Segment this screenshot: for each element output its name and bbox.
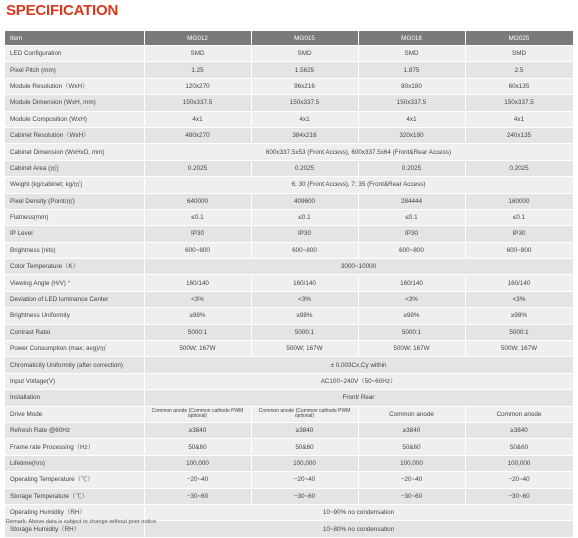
- row-value: ≤0.1: [465, 209, 573, 225]
- row-label: Power Consumption (max; avg)/㎡: [5, 341, 144, 357]
- header-model-mg018: MG018: [358, 31, 465, 46]
- row-label: Installation: [5, 390, 144, 406]
- row-value: 100,000: [465, 455, 573, 471]
- row-label: Operating Humidity（RH）: [5, 504, 144, 520]
- row-value: <3%: [358, 291, 465, 307]
- table-row: [5, 177, 573, 193]
- row-value: 100,000: [144, 455, 251, 471]
- row-value: 160/140: [358, 275, 465, 291]
- row-value-all-models: 600x337.5x53 (Front Access), 600x337.5x64 (Front&Rear Access): [144, 144, 573, 160]
- row-value: 5000:1: [465, 324, 573, 340]
- row-value: 4x1: [251, 111, 358, 127]
- row-value: ≤0.1: [144, 209, 251, 225]
- row-value: Common anode (Common cathode PWM optional): [144, 406, 251, 422]
- table-row: [5, 275, 573, 291]
- row-value-all-models: 10~80% no condensation: [144, 521, 573, 537]
- table-row: [5, 390, 573, 406]
- table-row: [5, 193, 573, 209]
- row-value: 600~800: [358, 242, 465, 258]
- row-value: ≥98%: [144, 308, 251, 324]
- row-value: 1.875: [358, 62, 465, 78]
- row-label: Weight (kg/cabinet; kg/㎡): [5, 177, 144, 193]
- row-value: −30~60: [144, 488, 251, 504]
- row-value: SMD: [251, 46, 358, 62]
- row-value: <3%: [465, 291, 573, 307]
- row-value-all-models: 3000~10000: [144, 259, 573, 275]
- row-value: 384x216: [251, 127, 358, 143]
- table-row: [5, 226, 573, 242]
- row-value: 160000: [465, 193, 573, 209]
- row-value: 150x337.5: [465, 95, 573, 111]
- row-label: Input Voltage(V): [5, 373, 144, 389]
- row-value: <3%: [251, 291, 358, 307]
- row-value: SMD: [144, 46, 251, 62]
- row-label: Contrast Ratio: [5, 324, 144, 340]
- row-value: 50&60: [358, 439, 465, 455]
- row-label: Pixel Density (Point/㎡): [5, 193, 144, 209]
- table-row: [5, 324, 573, 340]
- row-value: −20~40: [251, 472, 358, 488]
- table-row: [5, 406, 573, 422]
- row-value: 160/140: [465, 275, 573, 291]
- row-label: Module Dimension (WxH, mm): [5, 95, 144, 111]
- row-value: 5000:1: [144, 324, 251, 340]
- row-value: 500W; 167W: [465, 341, 573, 357]
- row-value: SMD: [465, 46, 573, 62]
- row-value: 0.2025: [465, 160, 573, 176]
- row-value: −20~40: [358, 472, 465, 488]
- row-value: ≥98%: [465, 308, 573, 324]
- page-title: SPECIFICATION: [6, 2, 119, 19]
- table-row: [5, 488, 573, 504]
- row-value: 100,000: [251, 455, 358, 471]
- row-value: 120x270: [144, 78, 251, 94]
- row-value: 640000: [144, 193, 251, 209]
- row-label: Viewing Angle (H/V) °: [5, 275, 144, 291]
- row-value: 80x180: [358, 78, 465, 94]
- table-row: [5, 46, 573, 62]
- row-value: Common anode: [465, 406, 573, 422]
- row-value: 100,000: [358, 455, 465, 471]
- table-header-row: [5, 31, 573, 46]
- row-label: Module Composition (WxH): [5, 111, 144, 127]
- row-value: ≥3840: [251, 422, 358, 438]
- row-value: −30~60: [358, 488, 465, 504]
- row-label: Storage Temperature（℃）: [5, 488, 144, 504]
- table-row: [5, 95, 573, 111]
- row-value: ≤0.1: [251, 209, 358, 225]
- row-label: Brightness Uniformity: [5, 308, 144, 324]
- table-row: [5, 259, 573, 275]
- row-value: ≤0.1: [358, 209, 465, 225]
- row-value: IP30: [251, 226, 358, 242]
- table-row: [5, 62, 573, 78]
- row-value: 600~800: [465, 242, 573, 258]
- row-value: 409600: [251, 193, 358, 209]
- row-value: −20~40: [465, 472, 573, 488]
- row-label: LED Configuration: [5, 46, 144, 62]
- row-value: 480x270: [144, 127, 251, 143]
- table-row: [5, 373, 573, 389]
- row-label: Chromaticity Uniformity (after correction): [5, 357, 144, 373]
- row-label: Module Resolution（WxH）: [5, 78, 144, 94]
- row-value: 0.2025: [358, 160, 465, 176]
- specification-table: [5, 31, 574, 538]
- row-value: ≥98%: [251, 308, 358, 324]
- specification-table-body: [5, 31, 573, 537]
- row-value: ≥3840: [465, 422, 573, 438]
- row-label: Lifetime(hrs): [5, 455, 144, 471]
- row-value: 60x135: [465, 78, 573, 94]
- row-value: 600~800: [144, 242, 251, 258]
- row-value: ≥3840: [144, 422, 251, 438]
- row-value: 5000:1: [251, 324, 358, 340]
- row-value: 160/140: [251, 275, 358, 291]
- row-value: 50&60: [465, 439, 573, 455]
- table-row: [5, 308, 573, 324]
- row-value-all-models: 6; 30 (Front Access), 7; 35 (Front&Rear Access): [144, 177, 573, 193]
- table-row: [5, 78, 573, 94]
- row-value: SMD: [358, 46, 465, 62]
- row-value: 284444: [358, 193, 465, 209]
- row-value: 320x180: [358, 127, 465, 143]
- row-value: 1.25: [144, 62, 251, 78]
- table-row: [5, 111, 573, 127]
- row-value: 2.5: [465, 62, 573, 78]
- row-value-all-models: ± 0.003Cx,Cy within: [144, 357, 573, 373]
- row-label: Refresh Rate @60Hz: [5, 422, 144, 438]
- table-row: [5, 422, 573, 438]
- row-value-all-models: AC100~240V（50~60Hz）: [144, 373, 573, 389]
- row-value: 0.2025: [251, 160, 358, 176]
- table-row: [5, 127, 573, 143]
- row-value: IP30: [358, 226, 465, 242]
- row-value: 4x1: [144, 111, 251, 127]
- table-row: [5, 242, 573, 258]
- row-label: Cabinet Resolution（WxH）: [5, 127, 144, 143]
- table-row: [5, 439, 573, 455]
- table-row: [5, 291, 573, 307]
- table-row: [5, 341, 573, 357]
- header-model-mg025: MG025: [465, 31, 573, 46]
- row-value: 600~800: [251, 242, 358, 258]
- row-label: Color Temperature（K）: [5, 259, 144, 275]
- row-value-all-models: 10~90% no condensation: [144, 504, 573, 520]
- table-row: [5, 472, 573, 488]
- row-value: −30~60: [251, 488, 358, 504]
- table-row: [5, 455, 573, 471]
- row-value: 50&60: [144, 439, 251, 455]
- row-label: Pixel Pitch (mm): [5, 62, 144, 78]
- row-value: 1.5625: [251, 62, 358, 78]
- row-value: 0.2025: [144, 160, 251, 176]
- row-value: 500W; 167W: [251, 341, 358, 357]
- row-value: 4x1: [358, 111, 465, 127]
- row-value: 500W; 167W: [358, 341, 465, 357]
- row-value: 150x337.5: [144, 95, 251, 111]
- row-value: 5000:1: [358, 324, 465, 340]
- row-value: IP30: [465, 226, 573, 242]
- row-label: IP Level: [5, 226, 144, 242]
- row-value: Common anode: [358, 406, 465, 422]
- row-value: IP30: [144, 226, 251, 242]
- header-model-mg012: MG012: [144, 31, 251, 46]
- row-value: −20~40: [144, 472, 251, 488]
- row-value: 500W; 167W: [144, 341, 251, 357]
- row-value: 50&60: [251, 439, 358, 455]
- table-row: [5, 144, 573, 160]
- row-value-all-models: Front/ Rear: [144, 390, 573, 406]
- row-value: 96x216: [251, 78, 358, 94]
- row-label: Brightness (nits): [5, 242, 144, 258]
- table-row: [5, 209, 573, 225]
- table-row: [5, 160, 573, 176]
- row-value: 4x1: [465, 111, 573, 127]
- header-item: Item: [5, 31, 144, 46]
- table-row: [5, 357, 573, 373]
- row-value: 150x337.5: [251, 95, 358, 111]
- row-value: Common anode (Common cathode PWM optional): [251, 406, 358, 422]
- row-value: ≥98%: [358, 308, 465, 324]
- row-value: <3%: [144, 291, 251, 307]
- row-value: 160/140: [144, 275, 251, 291]
- row-value: ≥3840: [358, 422, 465, 438]
- row-label: Deviation of LED luminance Center: [5, 291, 144, 307]
- row-label: Drive Mode: [5, 406, 144, 422]
- row-value: −30~60: [465, 488, 573, 504]
- row-label: Frame rate Processing（Hz）: [5, 439, 144, 455]
- row-value: 150x337.5: [358, 95, 465, 111]
- row-label: Cabinet Dimension (WxHxD, mm): [5, 144, 144, 160]
- row-label: Operating Temperature（℃）: [5, 472, 144, 488]
- row-label: Flatness(mm): [5, 209, 144, 225]
- row-label: Cabinet Area (㎡): [5, 160, 144, 176]
- row-value: 240x135: [465, 127, 573, 143]
- row-label: Storage Humidity（RH）: [5, 521, 144, 537]
- header-model-mg015: MG015: [251, 31, 358, 46]
- remark-note: Remark: Above data is subject to change without prior notice: [6, 519, 157, 525]
